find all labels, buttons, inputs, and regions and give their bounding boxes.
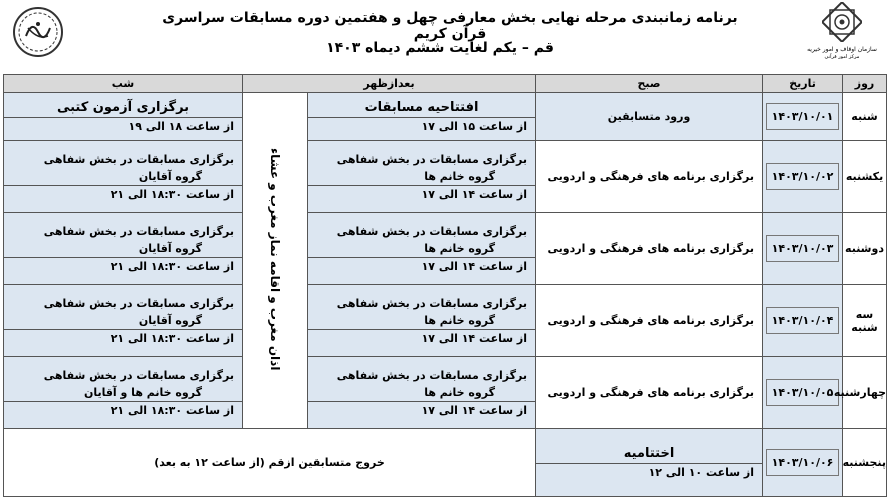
header-morning: صبح [536,75,763,93]
night-title: برگزاری آزمون کتبی [56,100,190,115]
afternoon-time: از ساعت ۱۴ الی ۱۷ [308,185,535,203]
afternoon-line2: گروه خانم ها [424,385,496,399]
table-row [4,285,887,357]
table-header-row [4,75,887,93]
afternoon-title: افتتاحیه مسابقات [364,100,479,115]
afternoon-line2: گروه خانم ها [424,241,496,255]
afternoon-line2: گروه خانم ها [424,313,496,327]
night-cell [4,213,243,285]
date-value: ۱۴۰۳/۱۰/۰۲ [766,163,839,190]
date-value: ۱۴۰۳/۱۰/۰۱ [766,103,839,130]
date-value: ۱۴۰۳/۱۰/۰۴ [766,307,839,334]
night-cell [4,141,243,213]
morning-cell [536,141,763,213]
afternoon-line2: گروه خانم ها [424,169,496,183]
afternoon-time: از ساعت ۱۴ الی ۱۷ [308,329,535,347]
table-row [4,357,887,429]
night-time: از ساعت ۱۸:۳۰ الی ۲۱ [4,257,242,275]
night-line2: گروه آقایان [138,241,202,255]
page-subtitle: قم – یکم لغایت ششم دیماه ۱۴۰۳ [326,40,554,56]
date-cell [763,429,843,497]
calligraphy-emblem-icon [12,6,64,58]
header-day: روز [843,75,887,93]
date-value: ۱۴۰۳/۱۰/۰۳ [766,235,839,262]
afternoon-line1: برگزاری مسابقات در بخش شفاهی [336,296,528,310]
table-row [4,93,887,141]
afternoon-time: از ساعت ۱۴ الی ۱۷ [308,257,535,275]
day-cell: سه شنبه [843,285,887,357]
afternoon-time: از ساعت ۱۵ الی ۱۷ [308,117,535,135]
header-night: شب [4,75,243,93]
afternoon-time: از ساعت ۱۴ الی ۱۷ [308,401,535,419]
morning-text: برگزاری برنامه های فرهنگی و اردویی [547,242,755,255]
schedule-table [3,74,887,497]
night-line1: برگزاری مسابقات در بخش شفاهی [43,368,234,382]
afternoon-line1: برگزاری مسابقات در بخش شفاهی [336,368,528,382]
morning-time: از ساعت ۱۰ الی ۱۲ [536,463,762,481]
day-cell: چهارشنبه [843,357,887,429]
night-line1: برگزاری مسابقات در بخش شفاهی [43,296,234,310]
night-line2: گروه خانم ها و آقایان [83,385,202,399]
awqaf-logo-icon [822,2,862,42]
afternoon-cell [308,141,536,213]
organization-logo [800,2,884,72]
header-date: تاریخ [763,75,843,93]
table-row [4,429,887,497]
morning-title: اختتامیه [623,446,675,461]
afternoon-cell [308,285,536,357]
date-value: ۱۴۰۳/۱۰/۰۶ [766,449,839,476]
afternoon-line1: برگزاری مسابقات در بخش شفاهی [336,152,528,166]
night-cell [4,357,243,429]
night-time: از ساعت ۱۸ الی ۱۹ [4,117,242,135]
afternoon-line1: برگزاری مسابقات در بخش شفاهی [336,224,528,238]
prayer-note: اذان مغرب و اقامه نماز مغرب و عشاء [268,147,282,371]
night-line2: گروه آقایان [138,169,202,183]
organization-sub: مرکز امور قرآنی [824,54,860,60]
day-cell: یکشنبه [843,141,887,213]
day-cell: پنجشنبه [843,429,887,497]
table-row [4,141,887,213]
day-cell: شنبه [843,93,887,141]
night-cell [4,93,243,141]
morning-cell [536,357,763,429]
table-row [4,213,887,285]
night-line2: گروه آقایان [138,313,202,327]
night-line1: برگزاری مسابقات در بخش شفاهی [43,152,234,166]
organization-name: سازمان اوقاف و امور خیریه [807,46,877,53]
morning-cell: ورود متسابقین [536,93,763,141]
morning-text: برگزاری برنامه های فرهنگی و اردویی [547,314,755,327]
afternoon-cell [308,357,536,429]
night-line1: برگزاری مسابقات در بخش شفاهی [43,224,234,238]
header-afternoon: بعدازظهر [243,75,536,93]
date-cell [763,285,843,357]
departure-cell: خروج متسابقین ازقم (از ساعت ۱۲ به بعد) [4,429,536,497]
night-time: از ساعت ۱۸:۳۰ الی ۲۱ [4,401,242,419]
prayer-note-cell [243,93,308,429]
morning-text: برگزاری برنامه های فرهنگی و اردویی [547,386,755,399]
date-cell [763,357,843,429]
afternoon-cell [308,213,536,285]
night-cell [4,285,243,357]
date-cell [763,141,843,213]
morning-cell [536,213,763,285]
afternoon-cell [308,93,536,141]
header [0,0,889,73]
morning-cell [536,429,763,497]
day-cell: دوشنبه [843,213,887,285]
morning-cell [536,285,763,357]
date-cell [763,213,843,285]
date-value: ۱۴۰۳/۱۰/۰۵ [766,379,839,406]
morning-text: برگزاری برنامه های فرهنگی و اردویی [547,170,755,183]
date-cell [763,93,843,141]
page-title: برنامه زمانبندی مرحله نهایی بخش معارفی چهل و هفتمین دوره مسابقات سراسری قرآن کریم [162,10,738,42]
night-time: از ساعت ۱۸:۳۰ الی ۲۱ [4,185,242,203]
night-time: از ساعت ۱۸:۳۰ الی ۲۱ [4,329,242,347]
